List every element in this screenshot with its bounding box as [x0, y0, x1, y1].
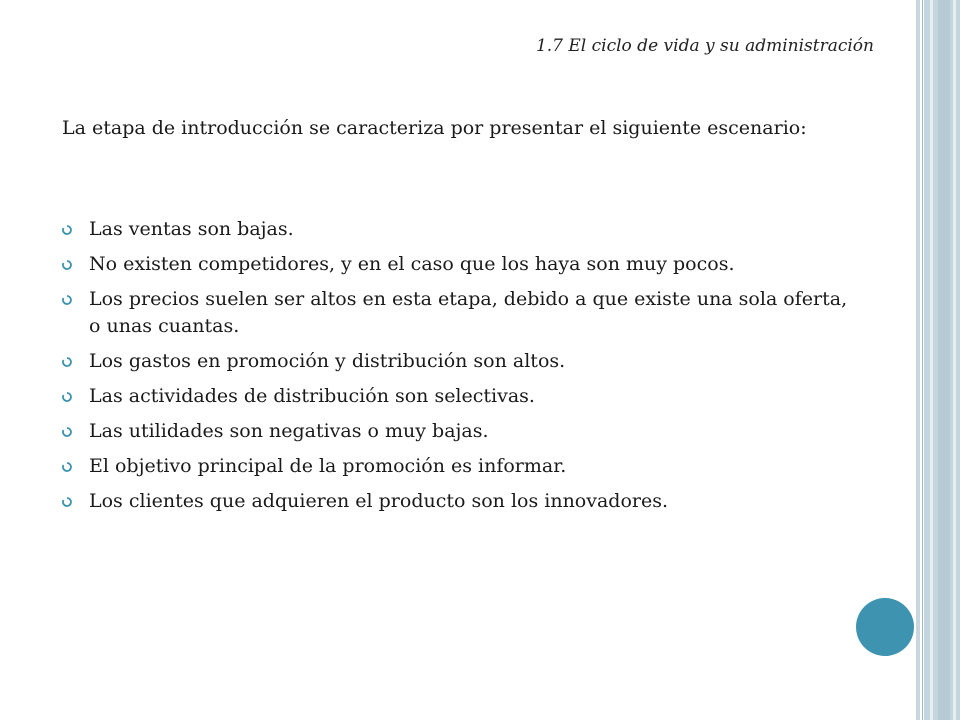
list-item	[62, 453, 862, 480]
frame-stripe	[953, 0, 956, 720]
ring-bullet-icon	[62, 462, 72, 472]
ring-bullet-icon	[62, 357, 72, 367]
intro-paragraph: La etapa de introducción se caracteriza por presentar el siguiente escenario:	[62, 117, 807, 139]
list-item-text: Las ventas son bajas.	[89, 218, 294, 240]
ring-bullet-icon	[62, 260, 72, 270]
list-item	[62, 348, 862, 375]
list-item	[62, 286, 862, 340]
bullet-list	[62, 216, 862, 523]
ring-bullet-icon	[62, 392, 72, 402]
list-item	[62, 488, 862, 515]
frame-line	[922, 0, 923, 720]
ring-bullet-icon	[62, 427, 72, 437]
ring-bullet-icon	[62, 497, 72, 507]
list-item-text: No existen competidores, y en el caso que los haya son muy pocos.	[89, 253, 735, 275]
ring-bullet-icon	[62, 225, 72, 235]
frame-border-left	[916, 0, 920, 720]
ring-bullet-icon	[62, 295, 72, 305]
list-item	[62, 383, 862, 410]
frame-stripe	[938, 0, 950, 720]
list-item-text: El objetivo principal de la promoción es informar.	[89, 455, 567, 477]
list-item	[62, 418, 862, 445]
frame-stripe	[930, 0, 933, 720]
list-item-text: Los clientes que adquieren el producto son los innovadores.	[89, 490, 669, 512]
list-item-text: Las actividades de distribución son selectivas.	[89, 385, 535, 407]
list-item	[62, 216, 862, 243]
list-item-text: Los precios suelen ser altos en esta etapa, debido a que existe una sola oferta, o unas cuantas.	[89, 288, 848, 337]
list-item	[62, 251, 862, 278]
list-item-text: Las utilidades son negativas o muy bajas.	[89, 420, 489, 442]
slide-title: 1.7 El ciclo de vida y su administración	[535, 36, 874, 56]
accent-circle	[856, 598, 914, 656]
list-item-text: Los gastos en promoción y distribución son altos.	[89, 350, 566, 372]
